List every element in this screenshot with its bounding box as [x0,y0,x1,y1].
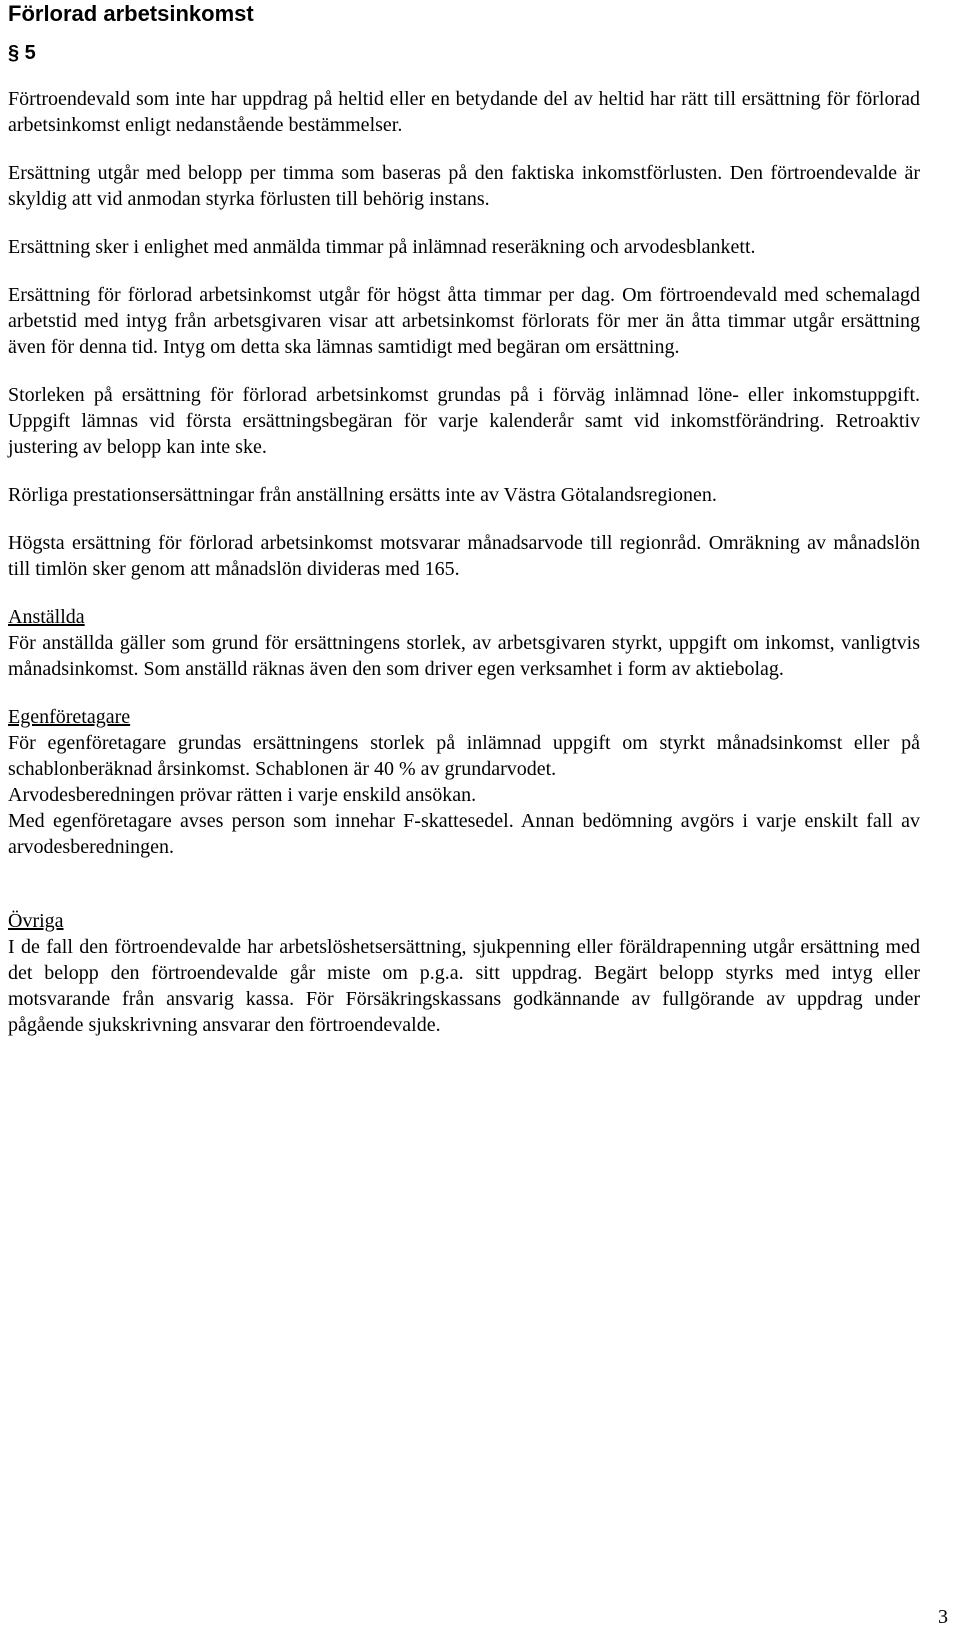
paragraph-basis: Ersättning utgår med belopp per timma som baseras på den faktiska inkomstförlusten. Den förtroendevalde är skyldig att vid anmodan styrka förlusten till behörig instans. [8,162,920,210]
paragraph-max-hours: Ersättning för förlorad arbetsinkomst utgår för högst åtta timmar per dag. Om förtroendevald med schemalagd arbetstid med intyg från arbetsgivaren visar att arbetsinkomst förlorats för mer än åtta timmar utgår ersättning även för denna tid. Intyg om detta ska lämnas samtidigt med begäran om ersättning. [8,284,920,358]
section-heading-anstallda: Anställda [8,606,85,628]
paragraph-intro: Förtroendevald som inte har uppdrag på heltid eller en betydande del av heltid har rätt till ersättning för förlorad arbetsinkomst enligt nedanstående bestämmelser. [8,88,920,136]
section-egenforetagare [8,704,920,782]
section-text-egenforetagare-2: Arvodesberedningen prövar rätten i varje enskild ansökan. [8,784,477,806]
paragraph-max-compensation: Högsta ersättning för förlorad arbetsinkomst motsvarar månadsarvode till regionråd. Omräkning av månadslön till timlön sker genom att månadslön divideras med 165. [8,532,920,580]
section-text-ovriga: I de fall den förtroendevalde har arbetslöshetsersättning, sjukpenning eller föräldrapenning utgår ersättning med det belopp den förtroendevalde går miste om p.g.a. sitt uppdrag. Begärt belopp styrks med intyg eller motsvarande från ansvarig kassa. För Försäkringskassans godkännande av fullgörande av uppdrag under pågående sjukskrivning ansvarar den förtroendevalde. [8,936,920,1036]
section-text-egenforetagare-3: Med egenföretagare avses person som innehar F-skattesedel. Annan bedömning avgörs i varje enskilt fall av arvodesberedningen. [8,810,920,858]
section-text-egenforetagare-1: För egenföretagare grundas ersättningens storlek på inlämnad uppgift om styrkt månadsinkomst eller på schablonberäknad årsinkomst. Schablonen är 40 % av grundarvodet. [8,732,920,780]
paragraph-variable-pay: Rörliga prestationsersättningar från anställning ersätts inte av Västra Götalandsregionen. [8,484,717,506]
section-anstallda [8,604,920,682]
section-number: § 5 [8,42,36,64]
section-text-anstallda: För anställda gäller som grund för ersättningens storlek, av arbetsgivaren styrkt, uppgift om inkomst, vanligtvis månadsinkomst. Som anställd räknas även den som driver egen verksamhet i form av aktiebolag. [8,632,920,680]
paragraph-income-info: Storleken på ersättning för förlorad arbetsinkomst grundas på i förväg inlämnad löne- eller inkomstuppgift. Uppgift lämnas vid första ersättningsbegäran för varje kalenderår samt vid inkomstförändring. Retroaktiv justering av belopp kan inte ske. [8,384,920,458]
section-ovriga [8,908,920,1038]
paragraph-reporting: Ersättning sker i enlighet med anmälda timmar på inlämnad reseräkning och arvodesblankett. [8,236,756,258]
section-heading-ovriga: Övriga [8,910,64,932]
page-title: Förlorad arbetsinkomst [8,1,254,26]
section-heading-egenforetagare: Egenföretagare [8,706,131,728]
document-body [8,86,920,1060]
page-number: 3 [938,1606,948,1628]
